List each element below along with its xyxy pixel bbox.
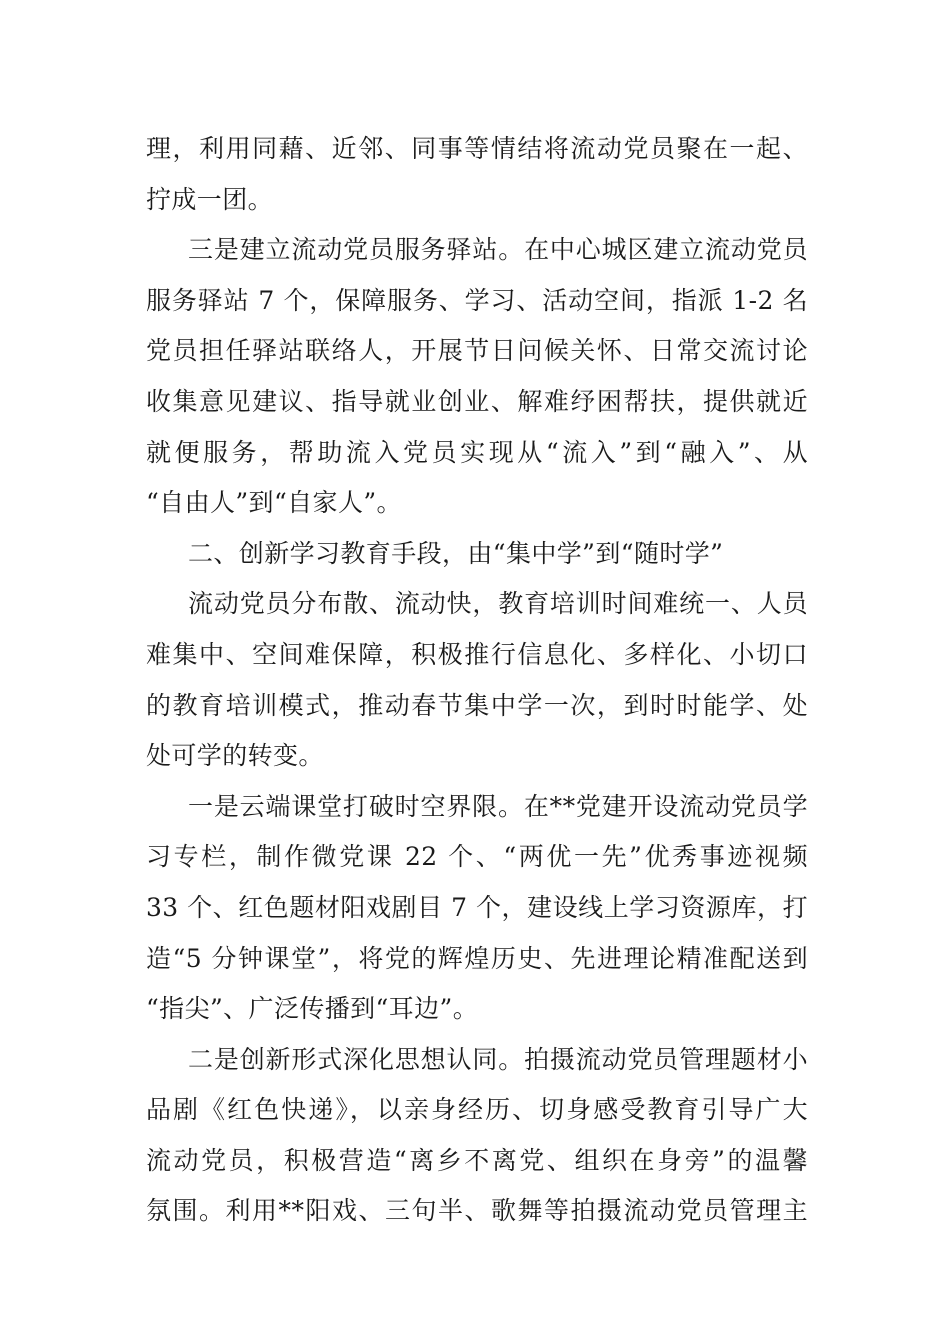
text-line: 理，利用同藉、近邻、同事等情结将流动党员聚在一起、 [146, 134, 808, 163]
paragraph-first-line: 一是云端课堂打破时空界限。在**党建开设流动党员学 [188, 791, 808, 821]
text-line: “自由人”到“自家人”。 [146, 488, 402, 518]
document-body [146, 124, 808, 1237]
text-line: 服务驿站 7 个，保障服务、学习、活动空间，指派 1-2 名 [146, 285, 808, 315]
paragraph-first-line: 流动党员分布散、流动快，教育培训时间难统一、人员 [188, 589, 808, 619]
text-line: 就便服务，帮助流入党员实现从“流入”到“融入”、从 [146, 437, 808, 467]
text-line: 流动党员，积极营造“离乡不离党、组织在身旁”的温馨 [146, 1145, 808, 1175]
text-line: 收集意见建议、指导就业创业、解难纾困帮扶，提供就近 [146, 386, 808, 416]
text-line: 习专栏，制作微党课 22 个、“两优一先”优秀事迹视频 [146, 842, 808, 872]
text-line: “指尖”、广泛传播到“耳边”。 [146, 994, 479, 1024]
text-line: 的教育培训模式，推动春节集中学一次，到时时能学、处 [146, 690, 808, 720]
text-line: 处可学的转变。 [146, 741, 324, 771]
text-line: 难集中、空间难保障，积极推行信息化、多样化、小切口 [146, 639, 808, 669]
section-heading: 二、创新学习教育手段，由“集中学”到“随时学” [188, 538, 724, 568]
paragraph-first-line: 二是创新形式深化思想认同。拍摄流动党员管理题材小 [188, 1044, 808, 1074]
paragraph-first-line: 三是建立流动党员服务驿站。在中心城区建立流动党员 [188, 235, 808, 265]
text-line: 造“5 分钟课堂”，将党的辉煌历史、先进理论精准配送到 [146, 943, 808, 973]
text-line: 33 个、红色题材阳戏剧目 7 个，建设线上学习资源库，打 [146, 892, 808, 922]
text-line: 品剧《红色快递》，以亲身经历、切身感受教育引导广大 [146, 1095, 808, 1125]
text-line: 拧成一团。 [146, 184, 274, 214]
text-line: 氛围。利用**阳戏、三句半、歌舞等拍摄流动党员管理主 [146, 1196, 808, 1226]
text-line: 党员担任驿站联络人，开展节日问候关怀、日常交流讨论 [146, 336, 808, 366]
